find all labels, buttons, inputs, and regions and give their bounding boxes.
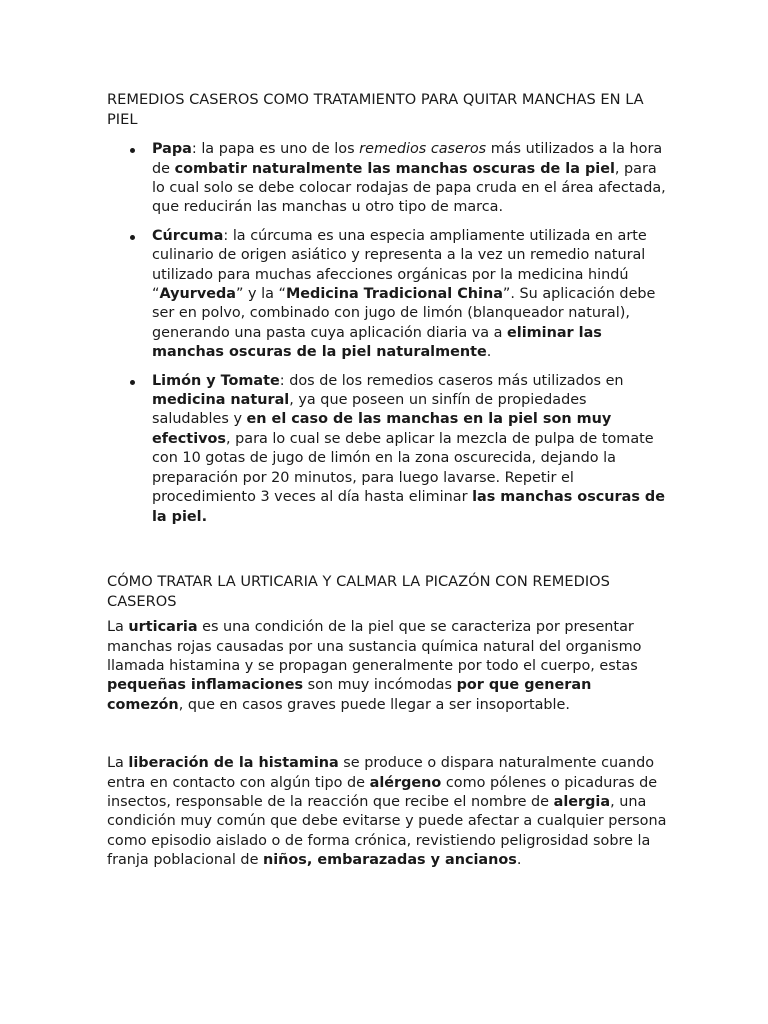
document-body — [107, 90, 667, 871]
section-manchas — [107, 90, 667, 527]
bold-text: por que generan comezón — [107, 677, 592, 713]
text-run: . — [516, 852, 522, 869]
bold-text: Medicina Tradicional China — [285, 286, 503, 303]
bold-text: urticaria — [128, 619, 198, 636]
remedies-list — [107, 140, 667, 527]
text-run: : la cúrcuma es una especia ampliamente utilizada en arte culinario de origen asiático y representa a la vez un remedio natural utilizado para muchas afecciones orgánicas por la medicina hindú “ — [152, 227, 647, 303]
text-run: como pólenes o picaduras de insectos, responsable de la reacción que recibe el nombre de — [107, 774, 658, 810]
text-run: , ya que poseen un sinfín de propiedades saludables y — [152, 392, 587, 428]
section-urticaria — [107, 572, 667, 871]
bold-text: en el caso de las manchas en la piel son muy efectivos — [152, 411, 612, 447]
text-run: ”. Su aplicación debe ser en polvo, combinado con jugo de limón (blanqueador natural), generando una pasta cuya aplicación diaria va a — [152, 286, 656, 341]
text-run: , para lo cual se debe aplicar la mezcla de pulpa de tomate con 10 gotas de jugo de limón en la zona oscurecida, dejando la preparación por 20 minutos, para luego lavarse. Repetir el procedimiento 3 veces al día hasta eliminar — [152, 430, 654, 506]
section-heading: REMEDIOS CASEROS COMO TRATAMIENTO PARA QUITAR MANCHAS EN LA PIEL — [107, 91, 644, 128]
bold-text: liberación de la histamina — [128, 755, 339, 772]
bold-text: medicina natural — [152, 392, 290, 409]
list-item-text — [152, 141, 666, 215]
bullet-icon — [130, 380, 135, 385]
bold-text: Ayurveda — [159, 286, 236, 303]
text-run: , una condición muy común que debe evitarse y puede afectar a cualquier persona como episodio aislado o de forma crónica, revistiendo peligrosidad sobre la franja poblacional de — [107, 793, 667, 869]
bold-text: alérgeno — [369, 774, 442, 791]
text-run: son muy incómodas — [303, 677, 457, 694]
text-run: : la papa es uno de los — [191, 141, 360, 158]
bold-text: pequeñas inflamaciones — [107, 677, 304, 694]
bold-text: combatir naturalmente las manchas oscuras de la piel — [174, 160, 615, 177]
paragraph — [107, 754, 667, 870]
list-item — [107, 372, 667, 527]
list-item — [107, 140, 667, 218]
text-run: La — [107, 619, 129, 636]
bold-text: niños, embarazadas y ancianos — [263, 852, 517, 869]
bullet-icon — [130, 235, 135, 240]
text-run: ” y la “ — [235, 286, 286, 303]
list-item — [107, 227, 667, 363]
list-item-text — [152, 228, 655, 360]
text-run: , que en casos graves puede llegar a ser insoportable. — [178, 696, 570, 713]
bold-text: eliminar las manchas oscuras de la piel naturalmente — [152, 324, 602, 361]
bullet-icon — [130, 148, 135, 153]
text-run: : dos de los remedios caseros más utilizados en — [279, 372, 624, 389]
text-run: se produce o dispara naturalmente cuando entra en contacto con algún tipo de — [107, 755, 655, 791]
text-run: La — [107, 755, 129, 772]
paragraph — [107, 618, 667, 715]
text-run: , para lo cual solo se debe colocar rodajas de papa cruda en el área afectada, que reducirán las manchas u otro tipo de marca. — [152, 160, 666, 216]
bold-text: Papa — [152, 141, 192, 158]
text-run: es una condición de la piel que se caracteriza por presentar manchas rojas causadas por una sustancia química natural del organismo llamada histamina y se propagan generalmente por todo el cuerpo, estas — [107, 619, 642, 674]
italic-text: remedios caseros — [359, 141, 487, 158]
text-run: . — [486, 344, 492, 361]
text-run: más utilizados a la hora de — [152, 141, 663, 177]
paragraph-spacer — [107, 715, 667, 754]
section-heading: CÓMO TRATAR LA URTICARIA Y CALMAR LA PICAZÓN CON REMEDIOS CASEROS — [107, 572, 610, 610]
bold-text: Limón y Tomate — [152, 372, 280, 389]
bold-text: Cúrcuma — [152, 227, 224, 244]
bold-text: las manchas oscuras de la piel. — [152, 489, 665, 525]
bold-text: alergia — [553, 793, 611, 810]
list-item-text — [152, 373, 665, 525]
